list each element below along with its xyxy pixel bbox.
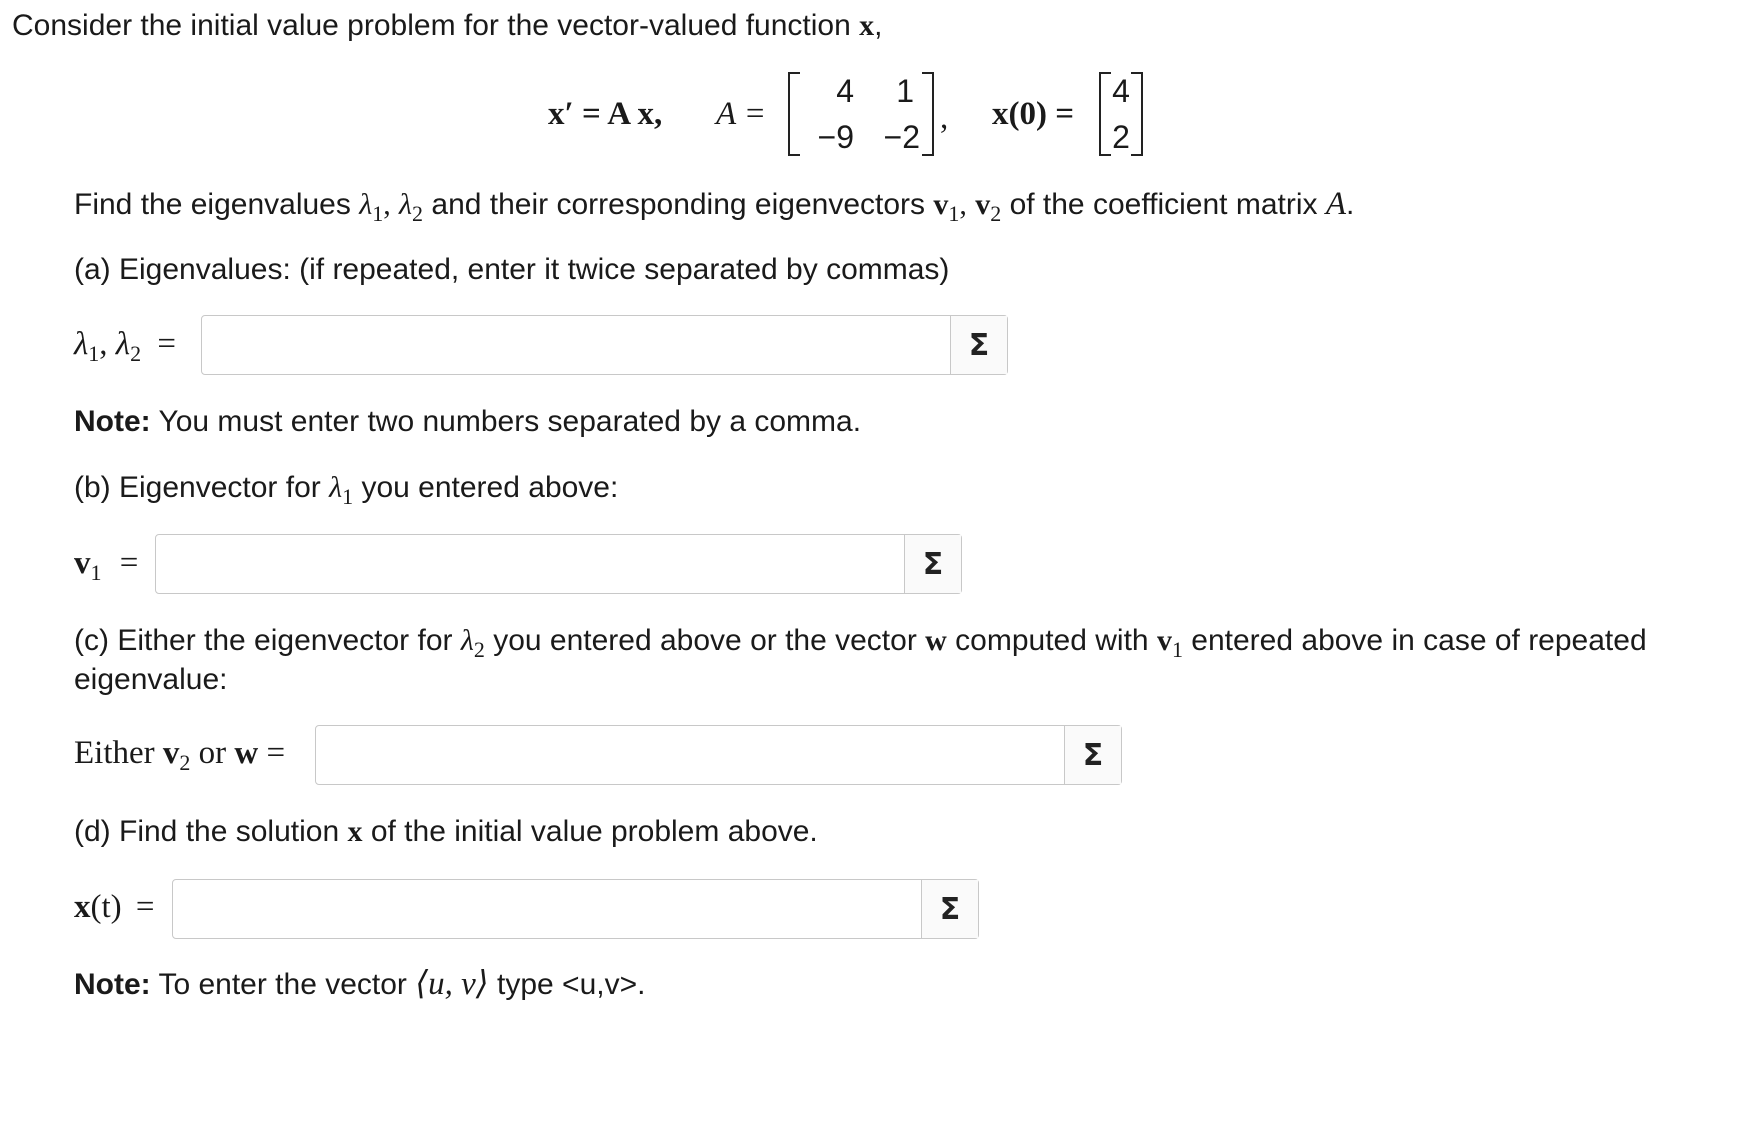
x0-vector <box>1099 72 1143 156</box>
find-eigen-text: Find the eigenvalues $\lambda_1$, $\lambda_2$ and their corresponding eigenvectors $v_1$, $v_2$ of the coefficient matrix A. <box>74 186 1355 226</box>
part-a-note: Note: You must enter two numbers separated by a comma. <box>74 405 862 438</box>
matrix-a-cell: −2 <box>883 119 920 155</box>
matrix-a-cell: 1 <box>896 73 914 109</box>
sigma-icon[interactable]: Σ <box>921 880 978 938</box>
part-d-note: Note: To enter the vector ⟨u, v⟩ type <u,v>. <box>74 966 646 1002</box>
ode-equation: x′ = A x, <box>548 96 663 132</box>
matrix-a-cell: −9 <box>817 119 854 155</box>
matrix-a-cell: 4 <box>836 73 854 109</box>
x0-cell: 4 <box>1112 73 1130 109</box>
part-a-prompt: (a) Eigenvalues: (if repeated, enter it twice separated by commas) <box>74 253 950 286</box>
sigma-icon[interactable]: Σ <box>1064 726 1121 784</box>
solution-label: x(t) = <box>74 889 155 925</box>
eigenvalues-input[interactable] <box>202 316 950 374</box>
v1-answer-box <box>155 534 962 594</box>
v1-label: $v_1$ = <box>74 545 139 585</box>
equation-comma: , <box>940 100 949 136</box>
sigma-icon[interactable]: Σ <box>904 535 961 593</box>
part-b-prompt: (b) Eigenvector for $\lambda_1$ you entered above: <box>74 471 619 509</box>
part-d-prompt: (d) Find the solution x of the initial value problem above. <box>74 815 818 848</box>
matrix-a <box>788 72 934 156</box>
solution-answer-box <box>172 879 979 939</box>
sigma-icon[interactable]: Σ <box>950 316 1007 374</box>
matrix-a-label: A = <box>716 96 767 132</box>
v2-or-w-answer-box <box>315 725 1122 785</box>
x0-cell: 2 <box>1112 119 1130 155</box>
part-c-prompt: (c) Either the eigenvector for $\lambda_2$ you entered above or the vector w computed with $v_1$ entered above in case of repeated <box>74 624 1647 662</box>
v2-or-w-label: Either $v_2$ or w = <box>74 735 286 775</box>
solution-input[interactable] <box>173 880 921 938</box>
eigenvalues-answer-box <box>201 315 1008 375</box>
part-c-prompt-line2: eigenvalue: <box>74 663 228 696</box>
eigenvalues-label: $\lambda_1$, $\lambda_2$ = <box>74 326 176 366</box>
intro-text: Consider the initial value problem for the vector-valued function x, <box>12 9 883 42</box>
v2-or-w-input[interactable] <box>316 726 1064 784</box>
v1-input[interactable] <box>156 535 904 593</box>
x0-label: x(0) = <box>992 96 1075 132</box>
